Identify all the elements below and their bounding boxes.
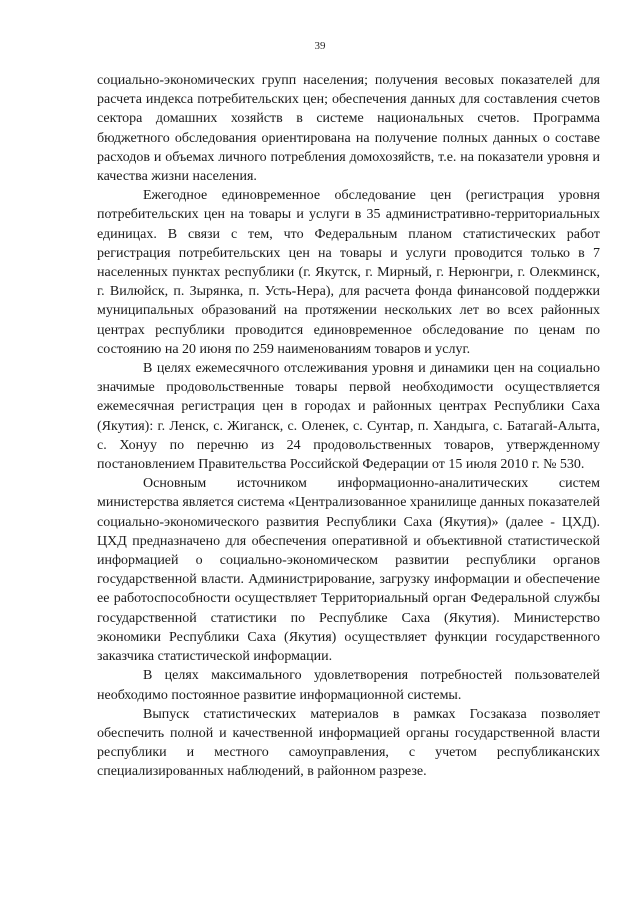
paragraph-central-data-warehouse: Основным источником информационно-аналитических систем министерства является система «Централизованное хранилище данных показателей социально-экономического развития Республики Саха (Якутия)» (далее - ЦХД). ЦХД предназначено для обеспечения оперативной и объективной статистической информацией о социально-экономическом развитии республики органов государственной власти. Администрирование, загрузку информации и обеспечение ее работоспособности осуществляет Территориальный орган Федеральной службы государственной статистики по Республике Саха (Якутия). Министерство экономики Республики Саха (Якутия) осуществляет функции государственного заказчика статистической информации. (97, 476, 601, 665)
paragraph-annual-price-survey: Ежегодное единовременное обследование цен (регистрация уровня потребительских цен на товары и услуги в 35 административно-территориальных единицах. В связи с тем, что Федеральным планом статистических работ регистрация потребительских цен на товары и услуги проводится только в 7 населенных пунктах республики (г. Якутск, г. Мирный, г. Нерюнгри, г. Олекминск, г. Вилюйск, п. Зырянка, п. Усть-Нера), для расчета фонда финансовой поддержки муниципальных образований на протяжении нескольких лет во всех районных центрах республики проводится единовременное обследование по ценам по состоянию на 20 июня по 259 наименованиям товаров и услуг. (97, 188, 600, 357)
paragraph-monthly-price-monitoring: В целях ежемесячного отслеживания уровня и динамики цен на социально значимые продовольственные товары первой необходимости осуществляется ежемесячная регистрация цен в городах и районных центрах Республики Саха (Якутия): г. Ленск, с. Жиганск, с. Оленек, с. Сунтар, п. Хандыга, с. Батагай-Алыта, с. Хонуу по перечню из 24 продовольственных товаров, утвержденному постановлением Правительства Российской Федерации от 15 июля 2010 г. № 530. (97, 361, 600, 473)
paragraph-continuation: социально-экономических групп населения; получения весовых показателей для расчета индекса потребительских цен; обеспечения данных для составления счетов сектора домашних хозяйств в системе национальных счетов. Программа бюджетного обследования ориентирована на получение полных данных о составе расходов и объемах личного потребления домохозяйств, т.е. на показатели уровня и качества жизни населения. (97, 73, 600, 185)
document-body (97, 71, 600, 782)
paragraph-system-development: В целях максимального удовлетворения потребностей пользователей необходимо постоянное развитие информационной системы. (97, 668, 600, 703)
paragraph-statistical-materials: Выпуск статистических материалов в рамках Госзаказа позволяет обеспечить полной и качественной информацией органы государственной власти республики и местного самоуправления, с учетом республиканских специализированных наблюдений, в районном разрезе. (97, 706, 600, 780)
page-number: 39 (314, 40, 326, 52)
